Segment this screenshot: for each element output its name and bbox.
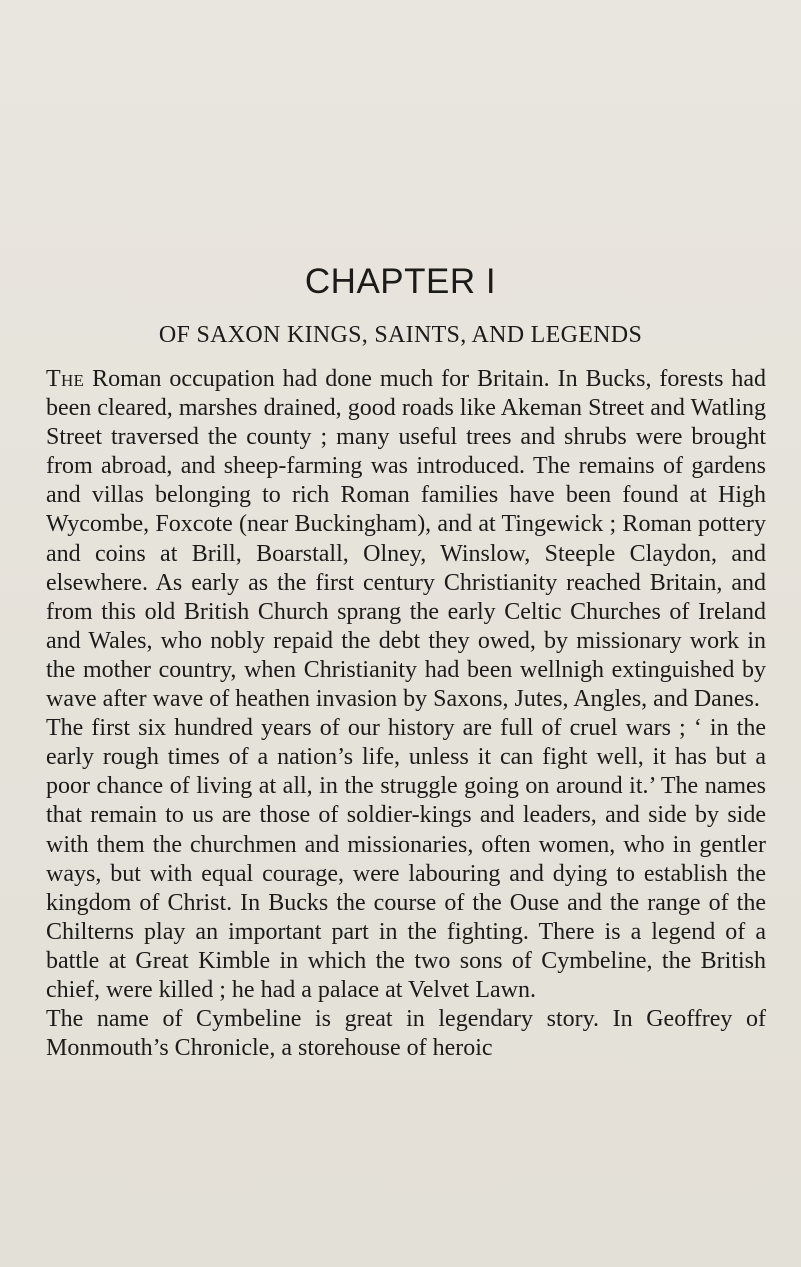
paragraph-text: Roman occupation had done much for Britain. In Bucks, forests had been cleared, marshes drained, good roads like Akeman Street and Watling Street traversed the county ; many useful trees and shrubs were brought from abroad, and sheep-farming was introduced. The remains of gardens and villas belonging to rich Roman families have been found at High Wycombe, Foxcote (near Buckingham), and at Tingewick ; Roman pottery and coins at Brill, Boarstall, Olney, Winslow, Steeple Claydon, and elsewhere. As early as the first century Christianity reached Britain, and from this old British Church sprang the early Celtic Churches of Ireland and Wales, who nobly repaid the debt they owed, by missionary work in the mother country, when Christianity had been wellnigh extinguished by wave after wave of heathen invasion by Saxons, Jutes, Angles, and Danes. — [46, 366, 766, 713]
paragraph-1 — [46, 365, 766, 714]
paragraph-text: The first six hundred years of our history are full of cruel wars ; ‘ in the early rough times of a nation’s life, unless it can fight well, it has but a poor chance of living at all, in the struggle going on around it.’ The names that remain to us are those of soldier-kings and leaders, and side by side with them the churchmen and missionaries, often women, who in gentler ways, but with equal courage, were labouring and dying to establish the kingdom of Christ. In Bucks the course of the Ouse and the range of the Chilterns play an important part in the fighting. There is a legend of a battle at Great Kimble in which the two sons of Cymbeline, the British chief, were killed ; he had a palace at Velvet Lawn. — [46, 715, 766, 1003]
paragraph-text: The name of Cymbeline is great in legendary story. In Geoffrey of Monmouth’s Chronicle, a storehouse of heroic — [46, 1006, 766, 1062]
paragraph-2 — [46, 714, 766, 1005]
chapter-title: CHAPTER I — [304, 262, 497, 301]
paragraph-3 — [46, 1005, 766, 1063]
chapter-subtitle: OF SAXON KINGS, SAINTS, AND LEGENDS — [158, 322, 643, 348]
body-text — [46, 365, 766, 1063]
paragraph-lead-word: The — [46, 366, 85, 392]
